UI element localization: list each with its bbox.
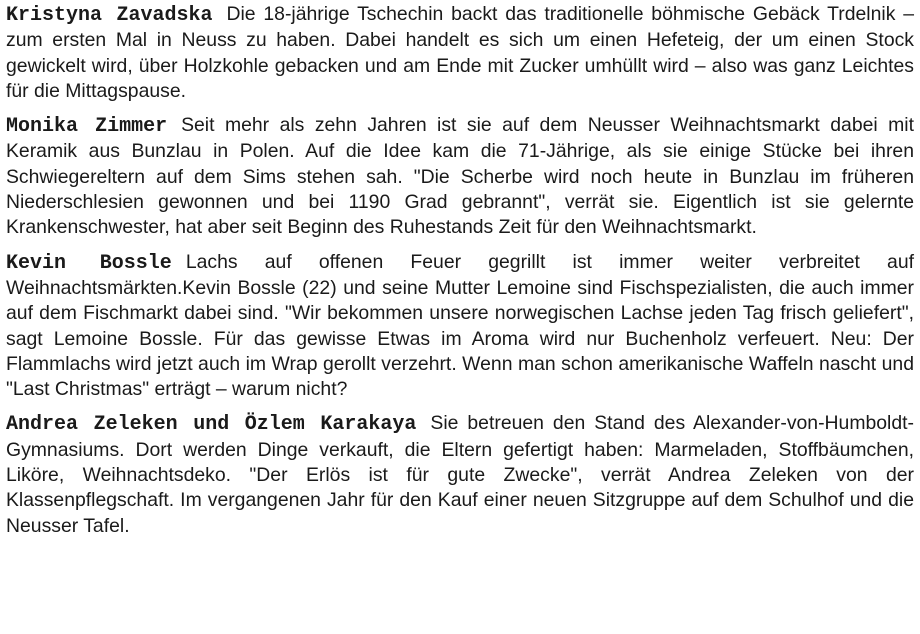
entry-text: Sie betreuen den Stand des Alexander-von-Humboldt-Gymnasiums. Dort werden Dinge verkauft, die Eltern gefertigt haben: Marmeladen, Stoffbäumchen, Liköre, Weihnachtsdeko. "Der Erlös ist für gute Zwecke", verrät Andrea Zeleken von der Klassenpflegschaft. Im vergangenen Jahr für den Kauf einer neuen Sitzgruppe auf dem Schulhof und die Neusser Tafel. <box>6 412 914 537</box>
person-name: Kristyna Zavadska <box>6 4 213 27</box>
entry-text: Seit mehr als zehn Jahren ist sie auf dem Neusser Weihnachtsmarkt dabei mit Keramik aus Bunzlau in Polen. Auf die Idee kam die 71-Jährige, als sie einige Stücke bei ihren Schwiegereltern auf dem Sims stehen sah. "Die Scherbe wird noch heute in Bunzlau im früheren Niederschlesien gewonnen und bei 1190 Grad gebrannt", verrät sie. Eigentlich ist sie gelernte Krankenschwester, hat aber seit Beginn des Ruhestands Zeit für den Weihnachtsmarkt. <box>6 114 914 239</box>
person-name: Monika Zimmer <box>6 115 168 139</box>
entry-text: Lachs auf offenen Feuer gegrillt ist immer weiter verbreitet auf Weihnachtsmärkten.Kevin Bossle (22) und seine Mutter Lemoine sind Fischspezialisten, die auch immer auf dem Fischmarkt dabei sind. "Wir bekommen unsere norwegischen Lachse jeden Tag frisch geliefert", sagt Lemoine Bossle. Für das gewisse Etwas im Aroma wird nur Buchenholz verfeuert. Neu: Der Flammlachs wird jetzt auch im Wrap gerollt verzehrt. Wenn man schon amerikanische Waffeln nascht und "Last Christmas" erträgt – warum nicht? <box>6 250 915 401</box>
entry-kristyna-zavadska <box>6 2 914 104</box>
person-name: Kevin Bossle <box>6 251 172 275</box>
entry-text: Die 18-jährige Tschechin backt das traditionelle böhmische Gebäck Trdelnik – zum ersten Mal in Neuss zu haben. Dabei handelt es sich um einen Hefeteig, der um einen Stock gewickelt wird, über Holzkohle gebacken und am Ende mit Zucker umhüllt wird – also was ganz Leichtes für die Mittagspause. <box>6 3 914 102</box>
entry-zeleken-karakaya <box>6 411 914 538</box>
entry-monika-zimmer <box>6 113 914 240</box>
entry-kevin-bossle <box>6 250 914 403</box>
person-name: Andrea Zeleken und Özlem Karakaya <box>6 413 417 437</box>
